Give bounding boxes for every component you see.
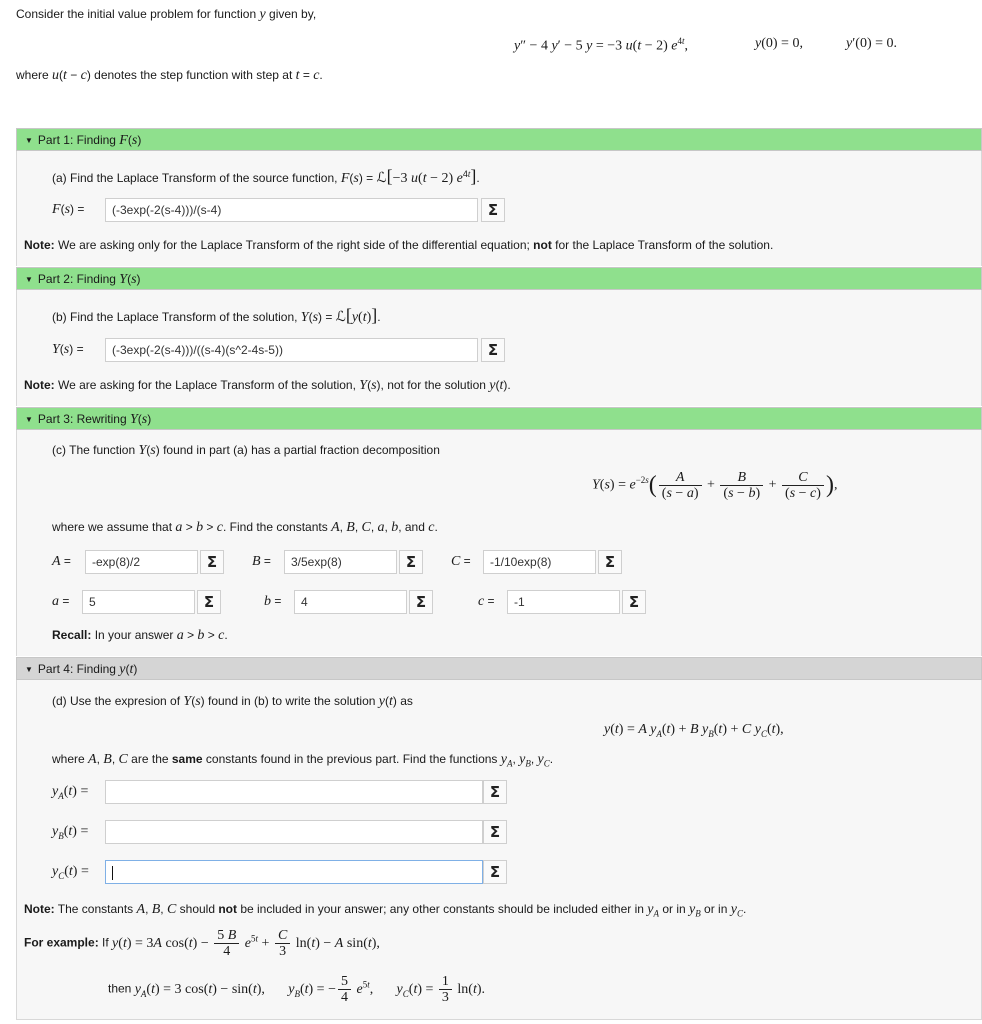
a-lower-input[interactable]: 5	[82, 590, 195, 614]
initial-condition-1: y(0) = 0,	[755, 36, 803, 51]
ode-equation: y″ − 4 y′ − 5 y = −3 u(t − 2) $e^{4t}$,	[514, 36, 689, 54]
sigma-button[interactable]: Σ	[481, 198, 505, 222]
sigma-button[interactable]: Σ	[200, 550, 224, 574]
sigma-button[interactable]: Σ	[483, 860, 507, 884]
y-c-input[interactable]	[105, 860, 483, 884]
example-text: For example: If y(t) = 3A cos(t) − $\frac{5 B}{4}$ $e^{5t}$ + $\frac{C}{3}$ ln(t) − A sin(t),	[24, 928, 380, 959]
sigma-button[interactable]: Σ	[483, 780, 507, 804]
assumption-text: where we assume that a > b > c. Find the constants A, B, C, a, b, and c.	[52, 520, 438, 535]
part-4-where: where A, B, C are the same constants found in the previous part. Find the functions $y_A$, $y_B$, $y_C$.	[52, 752, 554, 769]
y-b-label: $y_B(t)$ =	[52, 824, 89, 841]
b-upper-input[interactable]: 3/5exp(8)	[284, 550, 397, 574]
part-1-header[interactable]: ▼ Part 1: Finding F(s)	[16, 128, 982, 151]
collapse-triangle-icon[interactable]: ▼	[25, 275, 33, 284]
partial-fraction-formula: $Y(s) = e^{-2s}$( $\frac{A}{(s - a)}$ + $\frac{B}{(s - b)}$ + $\frac{C}{(s - c)}$ ),	[592, 470, 838, 501]
initial-condition-2: y′(0) = 0.	[846, 36, 898, 51]
y-c-label: $y_C(t)$ =	[52, 864, 89, 881]
y-a-input[interactable]	[105, 780, 483, 804]
c-upper-input[interactable]: -1/10exp(8)	[483, 550, 596, 574]
sigma-button[interactable]: Σ	[483, 820, 507, 844]
a-upper-label: A =	[52, 554, 71, 569]
a-lower-label: a =	[52, 594, 70, 609]
part-4-body	[16, 680, 982, 1020]
part-4-note: Note: The constants A, B, C should not be included in your answer; any other constants should be included either in $y_A$ or in $y_B$ or in $y_C$.	[24, 902, 747, 919]
y-b-input[interactable]	[105, 820, 483, 844]
y-s-label: Y(s) =	[52, 342, 84, 357]
part-4-header[interactable]: ▼ Part 4: Finding y(t)	[16, 657, 982, 680]
part-3-header[interactable]: ▼ Part 3: Rewriting Y(s)	[16, 407, 982, 430]
recall-text: Recall: In your answer a > b > c.	[52, 628, 228, 643]
f-s-input[interactable]: (-3exp(-2(s-4)))/(s-4)	[105, 198, 478, 222]
c-lower-label: c =	[478, 594, 495, 609]
sigma-button[interactable]: Σ	[399, 550, 423, 574]
text-cursor	[112, 866, 113, 880]
f-s-label: F(s) =	[52, 202, 85, 217]
y-s-input[interactable]: (-3exp(-2(s-4)))/((s-4)(s^2-4s-5))	[105, 338, 478, 362]
part-1-question: (a) Find the Laplace Transform of the source function, F(s) = ℒ[−3 u(t − 2) $e^{4t}$].	[52, 166, 480, 186]
c-upper-label: C =	[451, 554, 471, 569]
y-a-label: $y_A(t)$ =	[52, 784, 89, 801]
intro-text: Consider the initial value problem for function y given by,	[16, 7, 317, 22]
sigma-button[interactable]: Σ	[481, 338, 505, 362]
b-lower-label: b =	[264, 594, 282, 609]
a-upper-input[interactable]: -exp(8)/2	[85, 550, 198, 574]
b-lower-input[interactable]: 4	[294, 590, 407, 614]
part-4-question: (d) Use the expresion of Y(s) found in (b) to write the solution y(t) as	[52, 694, 413, 709]
part-2-note: Note: We are asking for the Laplace Transform of the solution, Y(s), not for the solution y(t).	[24, 378, 511, 393]
part-3-body	[16, 430, 982, 656]
part-3-question: (c) The function Y(s) found in part (a) has a partial fraction decomposition	[52, 443, 440, 458]
collapse-triangle-icon[interactable]: ▼	[25, 665, 33, 674]
solution-formula: y(t) = A $y_A(t) + B$ $y_B(t) + C$ $y_C(t)$,	[604, 722, 784, 739]
part-2-question: (b) Find the Laplace Transform of the solution, Y(s) = ℒ[y(t)].	[52, 305, 381, 325]
part-1-note: Note: We are asking only for the Laplace Transform of the right side of the differential equation; not for the Laplace Transform of the solution.	[24, 238, 774, 252]
sigma-button[interactable]: Σ	[622, 590, 646, 614]
c-lower-input[interactable]: -1	[507, 590, 620, 614]
collapse-triangle-icon[interactable]: ▼	[25, 136, 33, 145]
b-upper-label: B =	[252, 554, 271, 569]
sigma-button[interactable]: Σ	[598, 550, 622, 574]
sigma-button[interactable]: Σ	[409, 590, 433, 614]
step-function-note: where u(t − c) denotes the step function with step at t = c.	[16, 68, 323, 83]
part-2-header[interactable]: ▼ Part 2: Finding Y(s)	[16, 267, 982, 290]
example-result: then $y_A(t) = 3$ cos(t) − sin(t), $y_B(t)$ = − $\frac{5}{4}$ $e^{5t}$, $y_C(t)$ = $\frac{1}{3}$ ln(t).	[108, 974, 486, 1005]
collapse-triangle-icon[interactable]: ▼	[25, 415, 33, 424]
sigma-button[interactable]: Σ	[197, 590, 221, 614]
